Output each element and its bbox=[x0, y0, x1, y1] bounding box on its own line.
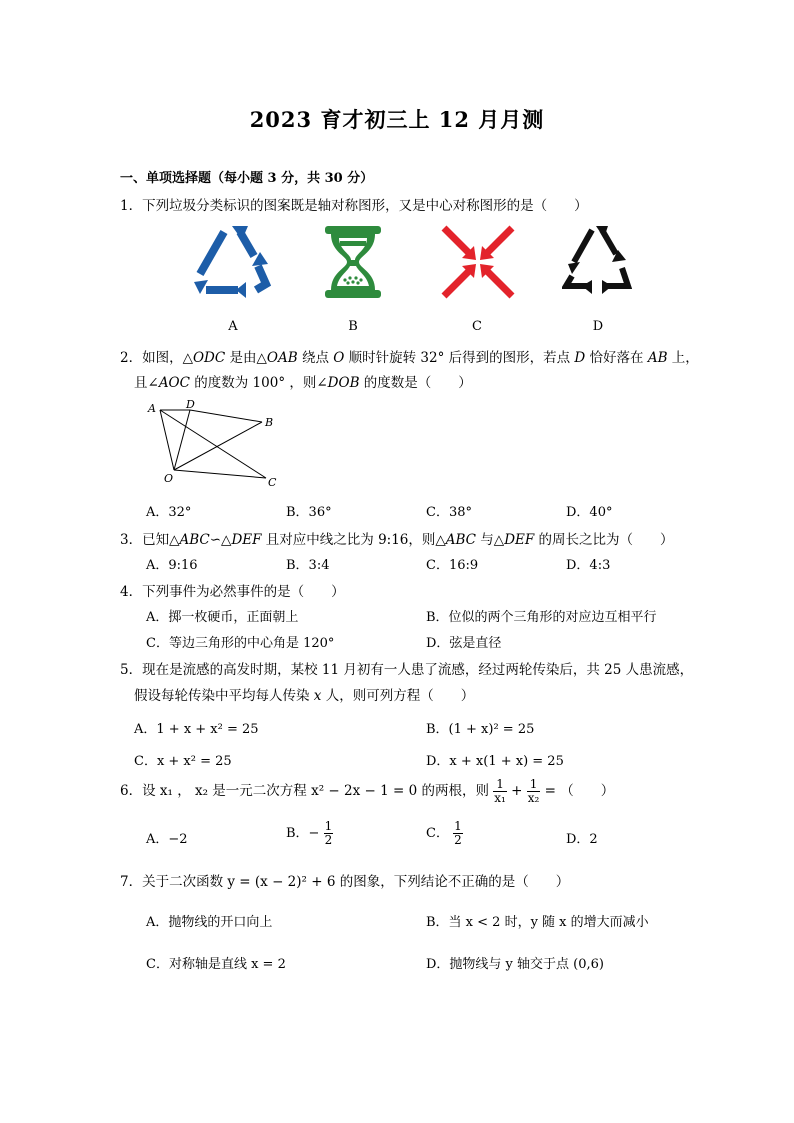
question-1-text: 1．下列垃圾分类标识的图案既是轴对称图形，又是中心对称图形的是（ ） bbox=[120, 198, 588, 214]
point-label-d: D bbox=[186, 398, 195, 411]
q7-option-d: D．抛物线与 y 轴交于点 (0,6) bbox=[426, 957, 604, 972]
q6-option-d: D．2 bbox=[566, 832, 598, 847]
q4-option-d: D．弦是直径 bbox=[426, 636, 502, 651]
question-3-text: 3．已知△ABC∽△DEF 且对应中线之比为 9:16，则△ABC 与△DEF 的周长之比为（ ） bbox=[120, 532, 674, 548]
q5-option-b: B．(1 + x)² = 25 bbox=[426, 722, 535, 737]
q3-option-a: A．9:16 bbox=[146, 558, 198, 573]
recycle-blue-icon bbox=[190, 222, 274, 298]
q5-option-c: C．x + x² = 25 bbox=[134, 754, 232, 769]
q4-option-a: A．掷一枚硬币，正面朝上 bbox=[146, 610, 299, 625]
fraction-1-over-x1: $\frac{1}{\text{x₁}}$ bbox=[494, 777, 506, 805]
fraction-1-over-x2: $\frac{1}{\text{x₂}}$ bbox=[527, 777, 540, 805]
question-6-text: 6．设 x₁ ， x₂ 是一元二次方程 x² − 2x − 1 = 0 的两根，则 $\frac{1}{\text{x₁}}$ + $\frac{1}{\text{x₂}}$ = （ ） bbox=[120, 777, 615, 805]
q2-option-a: A．32° bbox=[146, 505, 192, 520]
q2-option-d: D．40° bbox=[566, 505, 613, 520]
question-4-text: 4．下列事件为必然事件的是（ ） bbox=[120, 584, 345, 600]
other-red-arrows-icon bbox=[440, 224, 516, 300]
q3-option-b: B．3:4 bbox=[286, 558, 330, 573]
option-label-c: C bbox=[472, 319, 482, 334]
q5-option-a: A．1 + x + x² = 25 bbox=[134, 722, 259, 737]
option-label-d: D bbox=[592, 319, 604, 334]
q6-option-b: B．− $\frac{1}{2}$ bbox=[286, 819, 333, 847]
q2-option-c: C．38° bbox=[426, 505, 472, 520]
q2-option-b: B．36° bbox=[286, 505, 332, 520]
question-5-line-2: 假设每轮传染中平均每人传染 x 人，则可列方程（ ） bbox=[134, 688, 475, 704]
recycle-black-icon bbox=[562, 224, 632, 300]
q6-option-a: A．−2 bbox=[146, 832, 188, 847]
question-5-line-1: 5．现在是流感的高发时期，某校 11 月初有一人患了流感，经过两轮传染后，共 25 人患流感， bbox=[120, 662, 694, 678]
question-2-line-1: 2．如图，△ODC 是由△OAB 绕点 O 顺时针旋转 32° 后得到的图形，若点 D 恰好落在 AB 上， bbox=[120, 350, 699, 366]
option-label-b: B bbox=[348, 319, 358, 334]
option-label-a: A bbox=[228, 319, 238, 334]
q3-option-d: D．4:3 bbox=[566, 558, 611, 573]
q3-option-c: C．16:9 bbox=[426, 558, 479, 573]
q6-option-c: C． $\frac{1}{2}$ bbox=[426, 819, 462, 847]
point-label-c: C bbox=[268, 476, 277, 489]
q7-option-c: C．对称轴是直线 x = 2 bbox=[146, 957, 286, 972]
question-7-text: 7．关于二次函数 y = (x − 2)² + 6 的图象，下列结论不正确的是（ ） bbox=[120, 874, 570, 890]
point-label-b: B bbox=[265, 416, 274, 429]
q7-option-a: A．抛物线的开口向上 bbox=[146, 915, 273, 930]
question-2-line-2: 且∠AOC 的度数为 100° ，则∠DOB 的度数是（ ） bbox=[134, 375, 472, 391]
point-label-o: O bbox=[164, 472, 174, 485]
q4-option-c: C．等边三角形的中心角是 120° bbox=[146, 636, 335, 651]
hazardous-green-icon bbox=[323, 224, 383, 300]
q4-option-b: B．位似的两个三角形的对应边互相平行 bbox=[426, 610, 657, 625]
section-heading: 一、单项选择题（每小题 3 分，共 30 分） bbox=[120, 171, 374, 186]
point-label-a: A bbox=[148, 402, 156, 415]
q7-option-b: B．当 x < 2 时，y 随 x 的增大而减小 bbox=[426, 915, 649, 930]
geometry-figure bbox=[142, 398, 282, 490]
q5-option-d: D．x + x(1 + x) = 25 bbox=[426, 754, 564, 769]
page-title: 2023 育才初三上 12 月月测 bbox=[249, 107, 545, 132]
